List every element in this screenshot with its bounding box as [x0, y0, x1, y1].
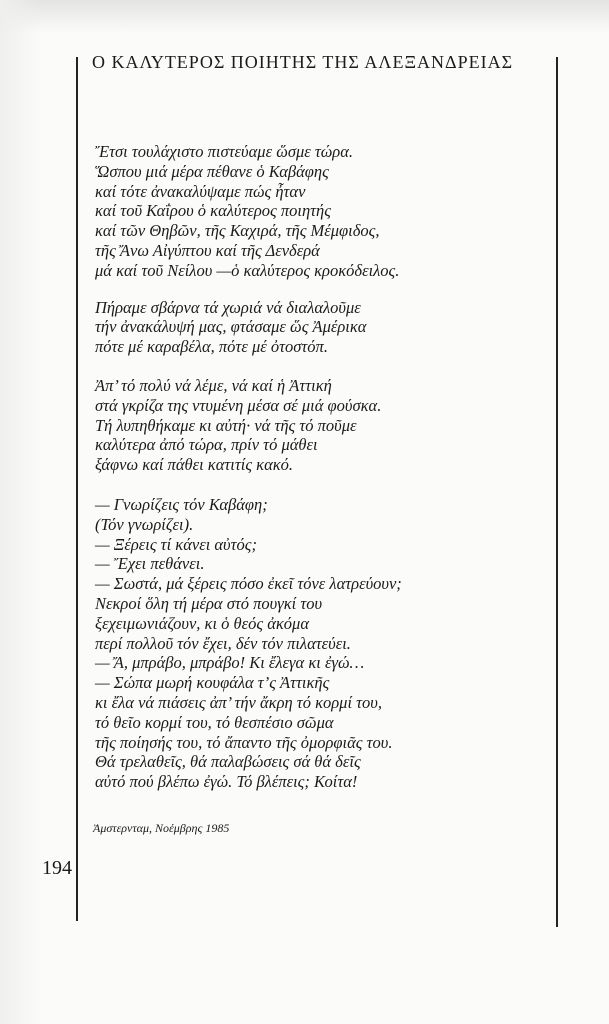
poem-line: ξεχειμωνιάζουν, κι ὁ θεός ἀκόμα	[95, 613, 310, 633]
poem-line: καί τοῦ Καΐρου ὁ καλύτερος ποιητής	[95, 201, 331, 221]
poem-line: Ἔτσι τουλάχιστο πιστεύαμε ὥσμε τώρα.	[95, 142, 354, 161]
poem-line: — Ξέρεις τί κάνει αὐτός;	[95, 534, 257, 554]
poem-line: περί πολλοῦ τόν ἔχει, δέν τόν πιλατεύει.	[95, 633, 351, 653]
poem-line: Νεκροί ὅλη τή μέρα στό πουγκί του	[95, 593, 323, 613]
poem-line: καί τότε ἀνακαλύψαμε πώς ἦταν	[95, 181, 306, 201]
poem-line: κι ἔλα νά πιάσεις ἀπ’ τήν ἄκρη τό κορμί του,	[95, 692, 383, 712]
poem-line: — Ἔχει πεθάνει.	[95, 554, 205, 574]
poem-line: Πήραμε σβάρνα τά χωριά νά διαλαλοῦμε	[95, 297, 361, 317]
poem-line: στά γκρίζα της ντυμένη μέσα σέ μιά φούσκα.	[95, 395, 382, 415]
stanza	[95, 495, 545, 792]
poem-line: ξάφνω καί πάθει κατιτίς κακό.	[95, 455, 294, 475]
poem-line: τῆς ποίησής του, τό ἄπαντο τῆς ὀμορφιᾶς του.	[95, 732, 393, 752]
page-number: 194	[42, 857, 72, 879]
poem-line: Θά τρελαθεῖς, θά παλαβώσεις σά θά δεῖς	[95, 752, 361, 772]
left-margin-rule	[76, 57, 78, 921]
stanza	[95, 142, 545, 281]
poem-line: τό θεῖο κορμί του, τό θεσπέσιο σῶμα	[95, 712, 334, 732]
poem-line: Ἀπ’ τό πολύ νά λέμε, νά καί ἡ Ἀττική	[95, 375, 332, 395]
poem-line: (Τόν γνωρίζει).	[95, 514, 194, 534]
poem-line: — Γνωρίζεις τόν Καβάφη;	[95, 494, 268, 514]
stanza	[95, 376, 545, 475]
poem-line: καί τῶν Θηβῶν, τῆς Καχιρά, τῆς Μέμφιδος,	[95, 221, 380, 241]
scan-shading-left	[0, 0, 40, 1024]
right-margin-rule	[556, 57, 558, 927]
poem-line: τῆς Ἄνω Αἰγύπτου καί τῆς Δενδερά	[95, 240, 320, 260]
poem-body	[95, 142, 545, 792]
poem-line: τήν ἀνακάλυψή μας, φτάσαμε ὥς Ἀμέρικα	[95, 317, 367, 337]
poem-line: μά καί τοῦ Νείλου —ὁ καλύτερος κροκόδειλος.	[95, 260, 400, 280]
stanza	[95, 298, 545, 357]
poem-line: — Σώπα μωρή κουφάλα τ’ς Ἀττικῆς	[95, 673, 330, 693]
place-date-signature: Ἀμστερνταμ, Νοέμβρης 1985	[93, 821, 230, 835]
poem-line: — Σωστά, μά ξέρεις πόσο ἐκεῖ τόνε λατρεύουν;	[95, 574, 402, 594]
poem-line: Τή λυπηθήκαμε κι αὐτή· νά τῆς τό ποῦμε	[95, 415, 357, 435]
poem-line: — Ἄ, μπράβο, μπράβο! Κι ἔλεγα κι ἐγώ…	[95, 653, 365, 673]
poem-line: αὐτό πού βλέπω ἐγώ. Τό βλέπεις; Κοίτα!	[95, 772, 358, 792]
poem-line: Ὥσπου μιά μέρα πέθανε ὁ Καβάφης	[95, 161, 329, 181]
poem-line: καλύτερα ἀπό τώρα, πρίν τό μάθει	[95, 435, 318, 455]
scan-shading-top	[0, 0, 609, 34]
poem-title: Ο ΚΑΛΥΤΕΡΟΣ ΠΟΙΗΤΗΣ ΤΗΣ ΑΛΕΞΑΝΔΡΕΙΑΣ	[92, 52, 514, 72]
poem-line: πότε μέ καραβέλα, πότε μέ ὀτοστόπ.	[95, 337, 328, 357]
